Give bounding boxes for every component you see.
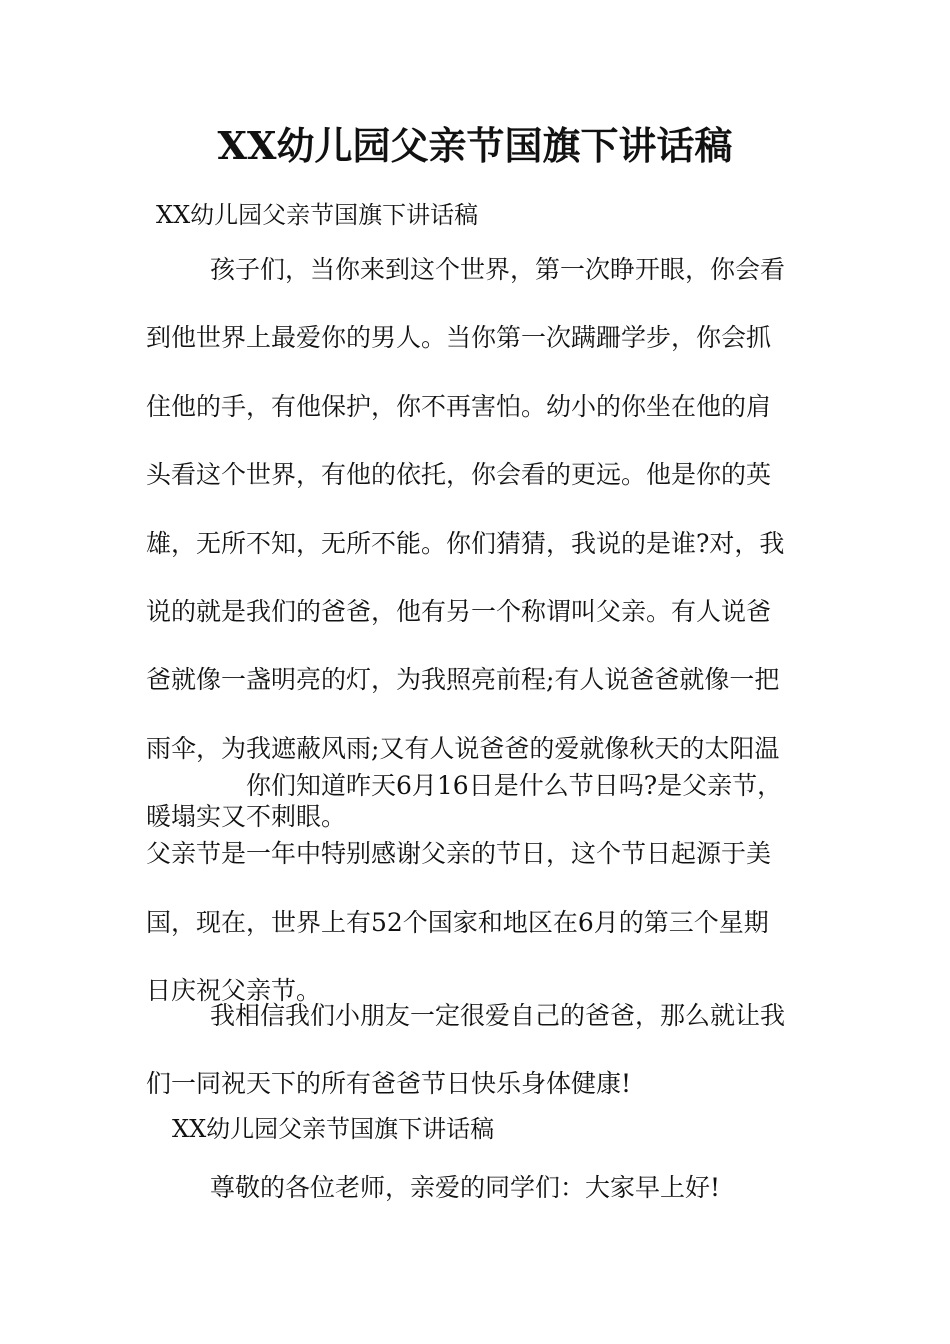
paragraph-line: 尊敬的各位老师，亲爱的同学们：大家早上好! xyxy=(210,1173,721,1202)
paragraph-line: 们一同祝天下的所有爸爸节日快乐身体健康! xyxy=(146,1069,632,1099)
paragraph-line: 住他的手，有他保护，你不再害怕。幼小的你坐在他的肩 xyxy=(146,391,772,421)
paragraph-line: 雨伞，为我遮蔽风雨;又有人说爸爸的爱就像秋天的太阳温 xyxy=(146,733,780,763)
paragraph-line: 国，现在，世界上有52个国家和地区在6月的第三个星期 xyxy=(146,907,769,937)
subheading: XX幼儿园父亲节国旗下讲话稿 xyxy=(156,201,479,229)
paragraph xyxy=(146,1154,810,1222)
paragraph-line: 说的就是我们的爸爸，他有另一个称谓叫父亲。有人说爸 xyxy=(146,596,772,626)
paragraph-line: 雄，无所不知，无所不能。你们猜猜，我说的是谁?对，我 xyxy=(146,528,785,558)
paragraph-line: 头看这个世界，有他的依托，你会看的更远。他是你的英 xyxy=(146,460,772,490)
paragraph-line: 暖塌实又不刺眼。 xyxy=(146,802,347,832)
paragraph-line: 孩子们，当你来到这个世界，第一次睁开眼，你会看 xyxy=(210,255,786,284)
paragraph-line: 我相信我们小朋友一定很爱自己的爸爸，那么就让我 xyxy=(210,1001,786,1030)
paragraph-line: 爸就像一盏明亮的灯，为我照亮前程;有人说爸爸就像一把 xyxy=(146,665,780,695)
paragraph-line: 父亲节是一年中特别感谢父亲的节日，这个节日起源于美 xyxy=(146,839,772,869)
paragraph-line: 日庆祝父亲节。 xyxy=(146,976,322,1006)
paragraph xyxy=(146,982,810,1119)
document-title: XX幼儿园父亲节国旗下讲话稿 xyxy=(217,123,733,168)
subheading: XX幼儿园父亲节国旗下讲话稿 xyxy=(172,1115,495,1143)
paragraph-line: 到他世界上最爱你的男人。当你第一次蹒跚学步，你会抓 xyxy=(146,323,772,353)
paragraph-line: 你们知道昨天6月16日是什么节日吗?是父亲节， xyxy=(246,771,783,800)
